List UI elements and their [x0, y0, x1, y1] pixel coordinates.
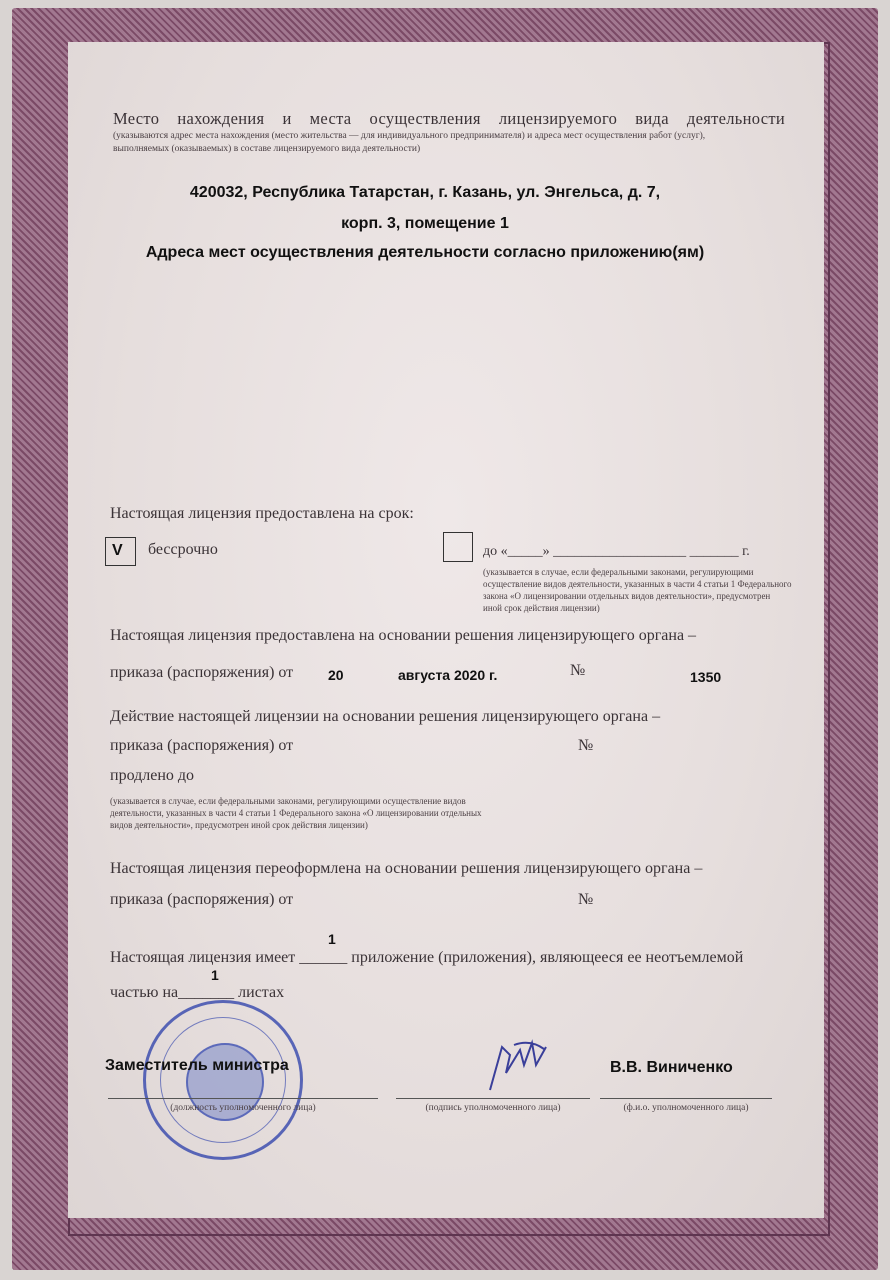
position-line [108, 1098, 378, 1099]
signature-line [396, 1098, 590, 1099]
location-note: выполняемых (оказываемых) в составе лицензируемого вида деятельности) [113, 144, 421, 154]
appendix-sheets: 1 [211, 967, 219, 983]
until-checkbox[interactable] [443, 532, 473, 562]
address-line: Адреса мест осуществления деятельности согласно приложению(ям) [145, 244, 705, 261]
basis-month-year: августа 2020 г. [398, 667, 498, 683]
basis-order-label: приказа (распоряжения) от [110, 664, 294, 681]
reissue-order-label: приказа (распоряжения) от [110, 891, 294, 908]
name-line [600, 1098, 772, 1099]
term-heading: Настоящая лицензия предоставлена на срок: [110, 505, 414, 522]
indefinite-checkbox[interactable] [105, 537, 136, 566]
reissue-line: Настоящая лицензия переоформлена на основании решения лицензирующего органа – [110, 860, 703, 877]
basis-line: Настоящая лицензия предоставлена на основании решения лицензирующего органа – [110, 627, 697, 644]
check-mark: V [112, 542, 123, 559]
signatory-name: В.В. Виниченко [610, 1059, 733, 1076]
extended-until-label: продлено до [110, 767, 195, 784]
indefinite-label: бессрочно [148, 541, 218, 558]
basis-number: 1350 [690, 669, 722, 685]
extension-note: (указывается в случае, если федеральными законами, регулирующими осуществление видов [110, 796, 466, 806]
handwritten-signature [480, 1035, 560, 1095]
reissue-number-label: № [578, 891, 594, 908]
official-stamp [143, 1000, 303, 1160]
appendix-line: Настоящая лицензия имеет ______ приложение (приложения), являющееся ее неотъемлемой [110, 949, 744, 966]
position-caption: (должность уполномоченного лица) [170, 1103, 316, 1113]
address-line: 420032, Республика Татарстан, г. Казань, ул. Энгельса, д. 7, [189, 184, 661, 201]
address-line: корп. 3, помещение 1 [341, 215, 509, 232]
extension-order-label: приказа (распоряжения) от [110, 737, 294, 754]
name-caption: (ф.и.о. уполномоченного лица) [623, 1103, 749, 1113]
basis-day: 20 [328, 667, 344, 683]
until-note: закона «О лицензировании отдельных видов деятельности», предусмотрен [483, 591, 771, 601]
appendix-count: 1 [328, 931, 336, 947]
signatory-position: Заместитель министра [105, 1057, 289, 1074]
extension-note: деятельности, указанных в части 4 статьи 1 Федерального закона «О лицензировании отдельных [110, 808, 482, 818]
until-label: до «_____» ___________________ _______ г. [483, 544, 750, 559]
signature-caption: (подпись уполномоченного лица) [425, 1103, 561, 1113]
extension-note: видов деятельности», предусмотрен иной срок действия лицензии) [110, 820, 368, 830]
until-note: иной срок действия лицензии) [483, 603, 600, 613]
appendix-sheets-line: частью на_______ листах [110, 984, 285, 1001]
extension-number-label: № [578, 737, 594, 754]
until-note: (указывается в случае, если федеральными законами, регулирующими [483, 567, 754, 577]
location-heading: Место нахождения и места осуществления лицензируемого вида деятельности [113, 109, 785, 128]
location-note: (указываются адрес места нахождения (место жительства — для индивидуального предпринимателя) и адреса мест осуществления работ (услуг), [113, 131, 706, 141]
until-note: осуществление видов деятельности, указанных в части 4 статьи 1 Федерального [483, 579, 792, 589]
extension-line: Действие настоящей лицензии на основании решения лицензирующего органа – [110, 708, 661, 725]
basis-number-label: № [570, 662, 586, 679]
